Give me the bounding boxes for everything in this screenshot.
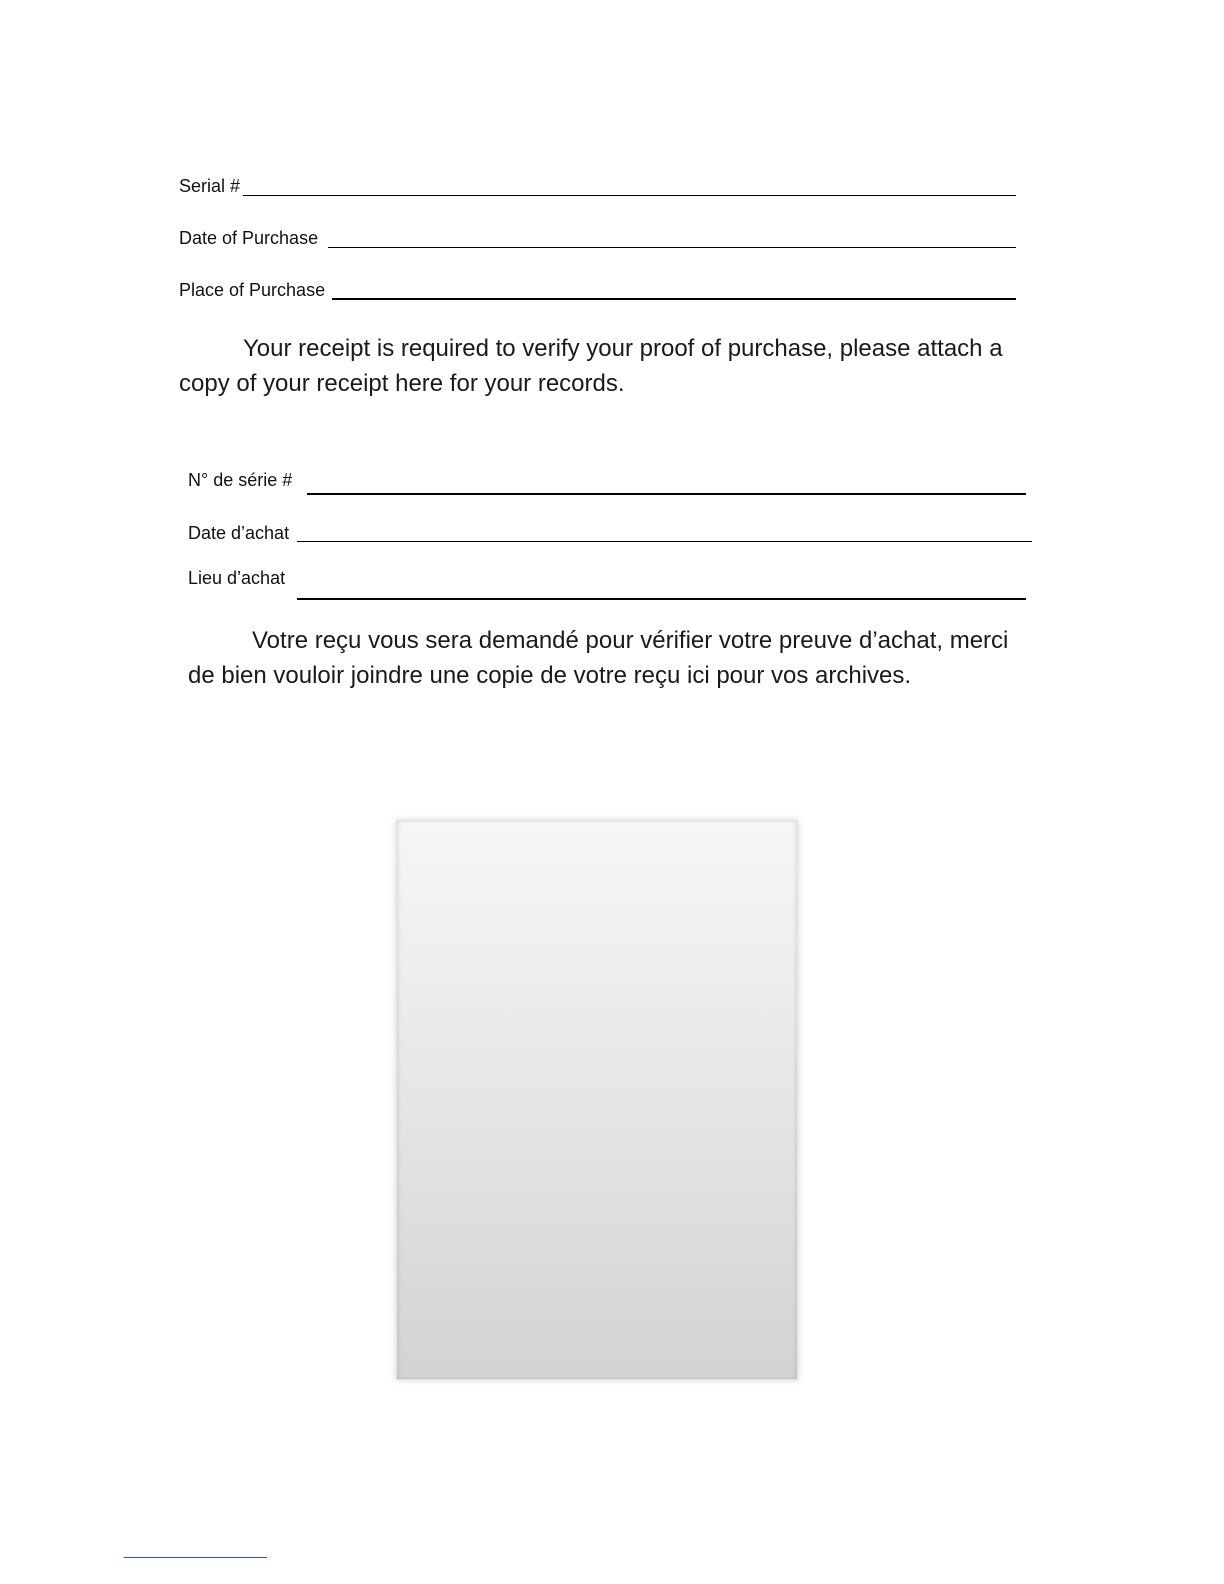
serial-input-line[interactable] bbox=[243, 195, 1016, 196]
place-of-purchase-label: Place of Purchase bbox=[179, 280, 326, 300]
footnote-separator bbox=[124, 1557, 267, 1558]
place-of-purchase-row bbox=[179, 279, 325, 301]
serie-field-row bbox=[188, 469, 292, 491]
date-of-purchase-label: Date of Purchase bbox=[179, 228, 319, 248]
lieu-achat-input-line[interactable] bbox=[297, 598, 1026, 600]
english-receipt-note: Your receipt is required to verify your proof of purchase, please attach a copy of your receipt here for your records. bbox=[179, 335, 1003, 397]
receipt-attachment-area bbox=[396, 820, 798, 1380]
serie-label: N° de série # bbox=[188, 470, 293, 490]
date-of-purchase-input-line[interactable] bbox=[328, 247, 1016, 248]
french-receipt-note: Votre reçu vous sera demandé pour vérifier votre preuve d’achat, merci de bien vouloir joindre une copie de votre reçu ici pour vos archives. bbox=[188, 627, 1009, 689]
place-of-purchase-input-line[interactable] bbox=[332, 298, 1016, 300]
lieu-achat-label: Lieu d’achat bbox=[188, 568, 286, 588]
serial-field-row bbox=[179, 175, 240, 197]
serie-input-line[interactable] bbox=[307, 493, 1026, 495]
date-achat-input-line[interactable] bbox=[297, 541, 1032, 542]
date-achat-row bbox=[188, 522, 289, 544]
date-achat-label: Date d’achat bbox=[188, 523, 290, 543]
lieu-achat-row bbox=[188, 567, 285, 589]
date-of-purchase-row bbox=[179, 227, 318, 249]
serial-label: Serial # bbox=[179, 176, 241, 196]
